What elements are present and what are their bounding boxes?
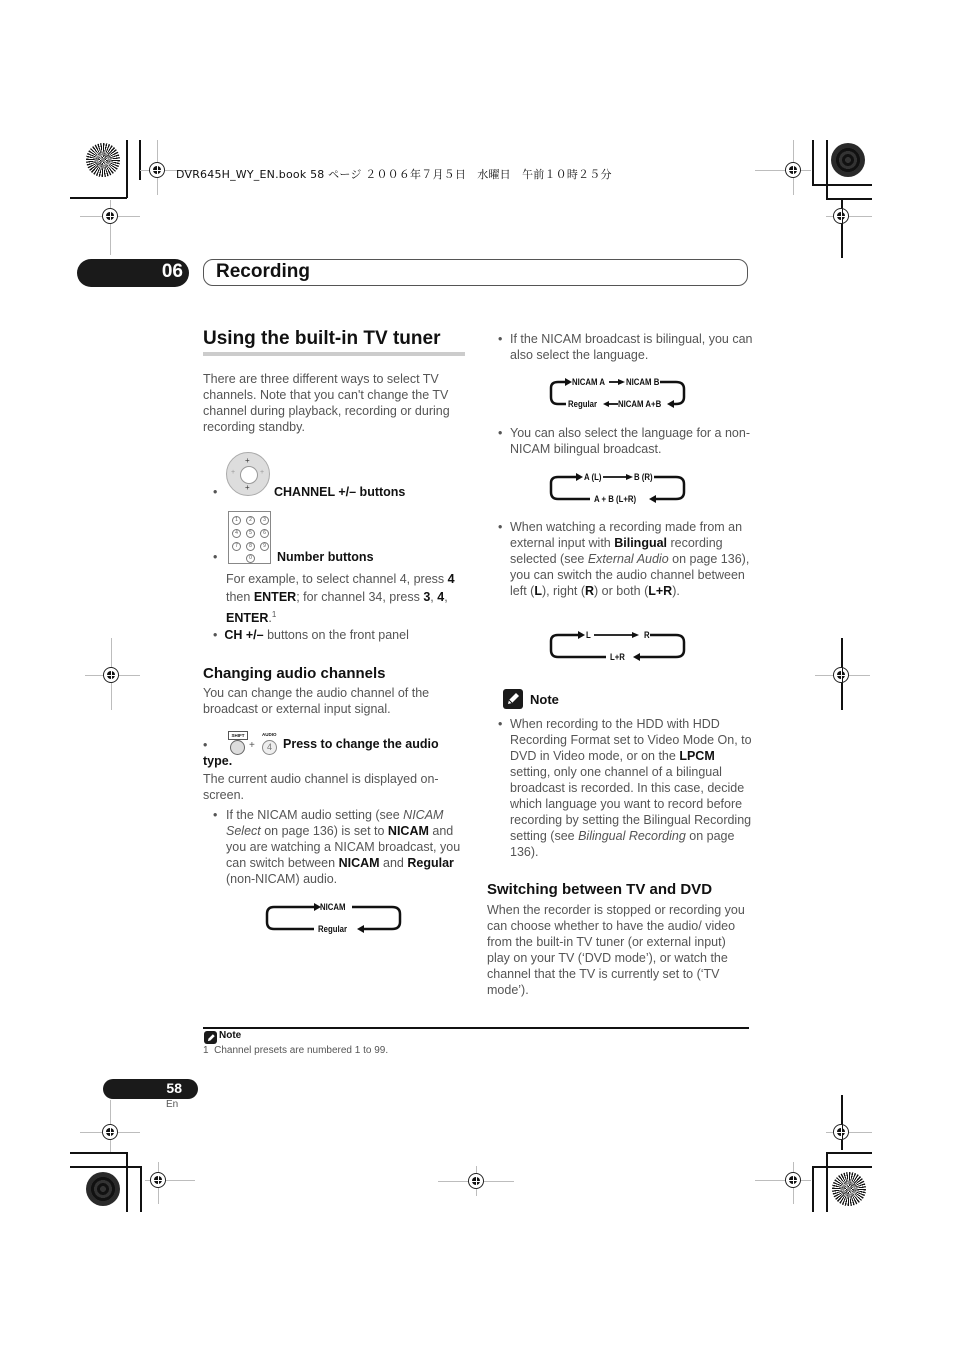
shift-button-icon [230,740,245,755]
note-label: Note [530,692,559,707]
footnote-note-label: Note [219,1030,242,1041]
press-audio-label-2: type. [203,754,233,768]
bilingual-bullet: • If the NICAM broadcast is bilingual, you can also select the language. [498,332,753,362]
chapter-title-bar [203,259,748,286]
lr-bilingual-cycle-diagram [548,469,688,505]
plus-sign: + [249,740,255,751]
chapter-title: Recording [216,261,310,282]
audio-heading: Changing audio channels [203,665,386,682]
footnote-item: 1 Channel presets are numbered 1 to 99. [203,1045,389,1056]
registration-mark-icon [149,162,165,178]
cycle-label: L [586,630,591,641]
page-number-tab [103,1079,198,1099]
print-slug-header: DVR645H_WY_EN.book 58 ページ ２００６年７月５日 水曜日 午前１０時２５分 [176,168,612,181]
audio-4-button-icon: 4 [262,740,277,755]
switching-heading: Switching between TV and DVD [487,881,713,898]
cycle-label: NICAM A+B [618,399,662,410]
cycle-label: Regular [318,924,348,935]
external-input-bullet: • When watching a recording made from an external input with Bilingual recording selected (see External Audio on page 136), you can switch the audio channel between left (L), right (R) or both (L+R). [498,520,750,598]
nicam-bilingual-cycle-diagram [548,374,688,410]
nicam-bullet: • If the NICAM audio setting (see NICAM Select on page 136) is set to NICAM and you are watching a NICAM broadcast, you can switch between NICAM and Regular (non-NICAM) audio. [213,808,461,886]
non-nicam-bullet: • You can also select the language for a non-NICAM bilingual broadcast. [498,426,750,456]
cycle-label: B (R) [634,472,653,483]
number-keypad-icon: 1 2 3 4 5 6 7 8 9 0 [228,511,271,564]
footnote-ref[interactable]: 1 [271,610,277,619]
audio-intro: You can change the audio channel of the broadcast or external input signal. [203,686,430,716]
l-r-cycle-diagram [548,627,688,663]
bullet-dot: • [203,738,208,752]
registration-mark-icon [833,208,849,224]
shift-key-label: SHIFT [228,731,248,740]
registration-mark-icon [468,1173,484,1189]
registration-mark-icon [785,162,801,178]
cycle-label: A (L) [584,472,602,483]
cycle-label: A + B (L+R) [594,494,637,505]
cycle-label: NICAM [320,902,346,913]
number-buttons-example: For example, to select channel 4, press 4 then ENTER; for channel 34, press 3, 4, ENTER.$^1$ [226,572,455,626]
section-title: Using the built-in TV tuner [203,328,441,349]
registration-mark-icon [833,1124,849,1140]
registration-mark-icon [150,1172,166,1188]
switching-body: When the recorder is stopped or recording you can choose whether to have the audio/ video from the built-in TV tuner (or external input) play on your TV (‘DVD mode’), or watch the channel that the TV is currently set to (‘TV mode’). [487,903,745,997]
cycle-label: NICAM B [626,377,660,388]
cycle-label: Regular [568,399,598,410]
note-bullet: • When recording to the HDD with HDD Recording Format set to Video Mode On, to DVD in Video mode, or on the LPCM setting, only one channel of a bilingual broadcast is recorded. In this case, decide which language you want to record before recording by setting the Bilingual Recording setting (see Bilingual Recording on page 136). [498,717,752,859]
note-pencil-icon [503,689,523,709]
press-audio-label-1: Press to change the audio [283,737,439,751]
audio-key-label: AUDIO [262,732,277,737]
channel-dpad-icon: + + + + [226,452,270,496]
bullet-dot: • [213,550,218,564]
section-intro: There are three different ways to select TV channels. Note that you can't change the TV channel during playback, recording or during recording standby. [203,372,450,434]
number-buttons-label: Number buttons [277,550,374,564]
nicam-regular-cycle-diagram [264,900,404,936]
channel-buttons-label: CHANNEL +/– buttons [274,485,406,499]
cycle-label: L+R [610,652,625,663]
chapter-number-tab [77,259,189,287]
cycle-label: NICAM A [572,377,606,388]
registration-mark-icon [103,667,119,683]
registration-mark-icon [785,1172,801,1188]
color-registration-disc-icon [86,1172,120,1206]
bullet-dot: • [213,485,218,499]
starburst-registration-icon [832,1172,866,1206]
section-title-underline [203,352,465,356]
registration-mark-icon [102,1124,118,1140]
registration-mark-icon [102,208,118,224]
page-number: 58 [166,1080,182,1096]
starburst-registration-icon [86,143,120,177]
page-language: En [166,1099,179,1110]
footnote-note-pencil-icon [204,1031,217,1044]
cycle-label: R [644,630,650,641]
color-registration-disc-icon [831,143,865,177]
footnote-rule [203,1027,749,1029]
chapter-number: 06 [161,261,183,282]
registration-mark-icon [833,667,849,683]
front-panel-bullet: • CH +/– buttons on the front panel [213,628,409,642]
current-audio-text: The current audio channel is displayed on-screen. [203,772,439,802]
